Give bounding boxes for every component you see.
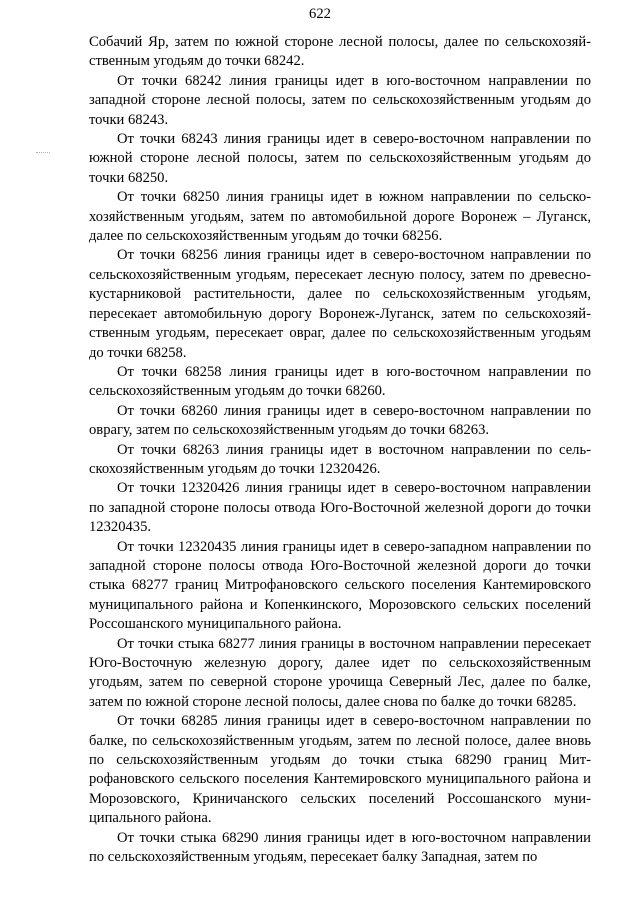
paragraph: От точки стыка 68290 линия границы идет в юго-восточном направлении по сельскохозяйственным угодьям, пересекает балку Западная, затем по xyxy=(89,829,591,866)
document-body xyxy=(89,33,591,867)
paragraph: От точки 68258 линия границы идет в юго-восточном направлении по сельскохозяйственным угодьям до точки 68260. xyxy=(89,363,591,400)
paragraph: От точки 68260 линия границы идет в северо-восточном направлении по оврагу, затем по сельскохозяйственным угодьям до точки 68263. xyxy=(89,402,591,439)
paragraph: От точки стыка 68277 линия границы в восточном направлении пересекает Юго-Восточную железную дорогу, далее идет по сельскохозяйственным угодьям, затем по северной стороне урочища Северный Лес, далее по балке, затем по южной стороне лесной полосы, далее снова по балке до точки 68285. xyxy=(89,635,591,710)
paragraph: От точки 68243 линия границы идет в северо-восточном направлении по южной стороне лесной полосы, затем по сельскохозяйственным угодьям до точки 68250. xyxy=(89,131,591,186)
paragraph: От точки 68285 линия границы идет в северо-восточном направлении по балке, по сельскохозяйственным угодьям, затем по лесной полосе, далее вновь по сельскохозяйственным угодьям до точки стыка 68290 границ Митрофановского сельского поселения Кантемировского муниципального района и Морозовского, Криничанского сельских поселений Россошанского муниципального района. xyxy=(89,713,591,827)
paragraph: От точки 68263 линия границы идет в восточном направлении по сельскохозяйственным угодьям до точки 12320426. xyxy=(89,441,591,477)
paragraph: От точки 12320435 линия границы идет в северо-западном направлении по западной стороне полосы отвода Юго-Восточной железной дороги до точки стыка 68277 границ Митрофановского сельского поселения Кантемировского муниципального района и Копенкинского, Морозовского сельских поселений Россошанского муниципального района. xyxy=(89,538,591,633)
paragraph: От точки 12320426 линия границы идет в северо-восточном направлении по западной стороне полосы отвода Юго-Восточной железной дороги до точки 12320435. xyxy=(89,480,591,536)
paragraph: Собачий Яр, затем по южной стороне лесной полосы, далее по сельскохозяйственным угодьям до точки 68242. xyxy=(89,34,591,70)
margin-mark xyxy=(36,152,50,153)
paragraph: От точки 68256 линия границы идет в северо-восточном направлении по сельскохозяйственным угодьям, пересекает лесную полосу, затем по древесно-кустарниковой растительности, далее по сельскохозяйственным угодьям, пересекает автомобильную дорогу Воронеж-Луганск, затем по сельскохозяйственным угодьям, пересекает овраг, далее по сельскохозяйственным угодьям до точки 68258. xyxy=(89,247,591,361)
paragraph: От точки 68242 линия границы идет в юго-восточном направлении по западной стороне лесной полосы, затем по сельскохозяйственным угодьям до точки 68243. xyxy=(89,72,591,128)
page-number: 622 xyxy=(309,6,331,22)
paragraph: От точки 68250 линия границы идет в южном направлении по сельскохозяйственным угодьям, затем по автомобильной дороге Воронеж – Луганск, далее по сельскохозяйственным угодьям до точки 68256. xyxy=(89,189,591,245)
